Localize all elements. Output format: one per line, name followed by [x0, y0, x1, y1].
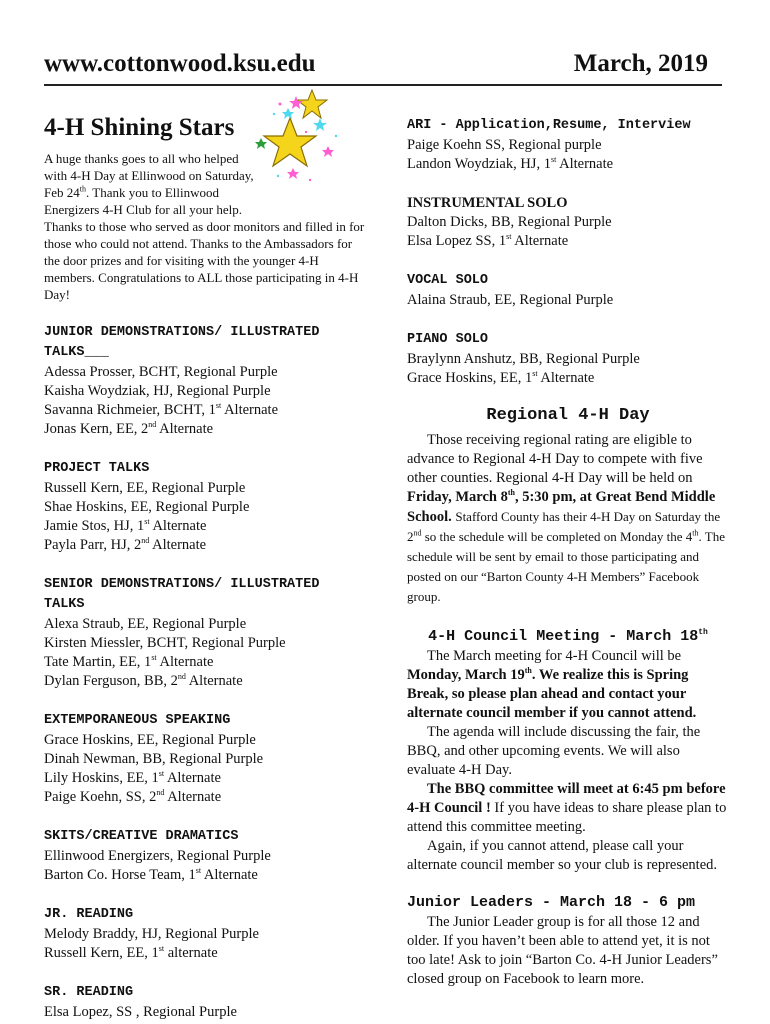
award-entry: Lily Hoskins, EE, 1st Alternate — [44, 769, 221, 786]
regional-date-location: Friday, March 8th, 5:30 pm, at Great Bend Middle School. — [407, 488, 716, 525]
award-entry: Adessa Prosser, BCHT, Regional Purple — [44, 364, 278, 380]
section-heading: SENIOR DEMONSTRATIONS/ ILLUSTRATED TALKS — [44, 577, 320, 612]
award-entry: Elsa Lopez, SS , Regional Purple — [44, 1004, 237, 1020]
award-section — [44, 983, 366, 1022]
award-entry: Jamie Stos, HJ, 1st Alternate — [44, 517, 207, 534]
award-section — [407, 194, 729, 251]
award-entry: Landon Woydziak, HJ, 1st Alternate — [407, 155, 614, 172]
shining-stars-title: 4-H Shining Stars — [44, 114, 235, 141]
award-entry: Barton Co. Horse Team, 1st Alternate — [44, 866, 258, 883]
council-paragraph-4: Again, if you cannot attend, please call your alternate council member so your club is represented. — [407, 838, 718, 873]
council-date-note: Monday, March 19th. We realize this is Spring Break, so please plan ahead and contact your alternate council member if you cannot attend. — [407, 666, 697, 721]
award-section — [44, 323, 366, 439]
award-entry: Elsa Lopez SS, 1st Alternate — [407, 232, 569, 249]
award-entry: Shae Hoskins, EE, Regional Purple — [44, 499, 250, 515]
award-entry: Tate Martin, EE, 1st Alternate — [44, 653, 214, 670]
council-title: 4-H Council Meeting - March 18th — [428, 628, 708, 645]
award-entry: Alaina Straub, EE, Regional Purple — [407, 292, 614, 308]
award-section — [44, 459, 366, 555]
award-section — [407, 116, 729, 174]
award-entry: Grace Hoskins, EE, Regional Purple — [44, 732, 256, 748]
website-url: www.cottonwood.ksu.edu — [44, 50, 316, 77]
award-entry: Dalton Dicks, BB, Regional Purple — [407, 214, 612, 230]
award-section — [44, 711, 366, 807]
issue-date: March, 2019 — [573, 50, 708, 77]
award-section — [407, 271, 729, 310]
award-entry: Kirsten Miessler, BCHT, Regional Purple — [44, 635, 286, 651]
award-entry: Ellinwood Energizers, Regional Purple — [44, 848, 271, 864]
award-entry: Grace Hoskins, EE, 1st Alternate — [407, 369, 595, 386]
junior-leaders-paragraph: The Junior Leader group is for all those 12 and older. If you haven’t been able to attend yet, it is not too late! Ask to join “Barton Co. 4-H Junior Leaders” closed group on Facebook to learn more. — [407, 914, 718, 987]
regional-text: Those receiving regional rating are eligible to advance to Regional 4-H Day to compete with five other counties. Regional 4-H Day will be held on — [407, 432, 703, 486]
award-entry: Russell Kern, EE, 1st alternate — [44, 944, 218, 961]
intro-text: A huge thanks goes to all who helped with 4-H Day at Ellinwood on Saturday, Feb 24th. Thank you to Ellinwood Energizers 4-H Club for all your help. Thanks to those who served as door monitors and filled in for those who could not attend. Thanks to the Ambassadors for the door prizes and for visiting with the younger 4-H members. Congratulations to ALL those participating in 4-H Day! — [44, 151, 365, 302]
award-entry: Dinah Newman, BB, Regional Purple — [44, 751, 264, 767]
section-heading: PROJECT TALKS — [44, 461, 150, 476]
award-entry: Alexa Straub, EE, Regional Purple — [44, 616, 247, 632]
junior-leaders-title: Junior Leaders - March 18 - 6 pm — [407, 894, 696, 911]
stars-spacer — [256, 150, 366, 216]
award-section — [44, 827, 366, 885]
newsletter-header — [44, 50, 722, 86]
left-column — [44, 112, 366, 1022]
bbq-committee-note: The BBQ committee will meet at 6:45 pm before 4-H Council ! — [407, 781, 726, 816]
section-heading: PIANO SOLO — [407, 332, 489, 347]
section-heading: ARI - Application,Resume, Interview — [407, 118, 691, 133]
shining-stars-intro — [44, 150, 366, 303]
award-entry: Payla Parr, HJ, 2nd Alternate — [44, 536, 207, 553]
award-entry: Kaisha Woydziak, HJ, Regional Purple — [44, 383, 271, 399]
award-section — [44, 575, 366, 691]
section-heading: JR. READING — [44, 907, 134, 922]
award-entry: Melody Braddy, HJ, Regional Purple — [44, 926, 259, 942]
section-heading: EXTEMPORANEOUS SPEAKING — [44, 713, 231, 728]
section-heading: INSTRUMENTAL SOLO — [407, 195, 568, 211]
award-entry: Dylan Ferguson, BB, 2nd Alternate — [44, 672, 243, 689]
section-heading: JUNIOR DEMONSTRATIONS/ ILLUSTRATED TALKS___ — [44, 325, 320, 360]
section-heading: VOCAL SOLO — [407, 273, 489, 288]
award-entry: Jonas Kern, EE, 2nd Alternate — [44, 420, 214, 437]
section-heading: SKITS/CREATIVE DRAMATICS — [44, 829, 239, 844]
bbq-committee-text: If you have ideas to share please plan to attend this committee meeting. — [407, 800, 727, 835]
award-entry: Russell Kern, EE, Regional Purple — [44, 480, 246, 496]
regional-paragraph — [407, 431, 729, 607]
section-heading: SR. READING — [44, 985, 134, 1000]
regional-title: Regional 4-H Day — [486, 406, 650, 425]
award-entry: Paige Koehn SS, Regional purple — [407, 137, 602, 153]
award-entry: Savanna Richmeier, BCHT, 1st Alternate — [44, 401, 279, 418]
award-section — [407, 330, 729, 388]
award-entry: Paige Koehn, SS, 2nd Alternate — [44, 788, 222, 805]
regional-text-rest: Stafford County has their 4-H Day on Saturday the 2nd so the schedule will be completed on Monday the 4th. The schedule will be sent by email to those participating and posted on our “Barton County 4-H Members” Facebook group. — [407, 509, 725, 604]
award-section — [44, 905, 366, 963]
award-entry: Braylynn Anshutz, BB, Regional Purple — [407, 351, 640, 367]
right-column — [407, 112, 729, 989]
right-award-sections — [407, 116, 729, 388]
left-award-sections — [44, 323, 366, 1022]
council-paragraph-3 — [407, 780, 729, 837]
council-text: The March meeting for 4-H Council will be — [427, 648, 682, 664]
council-paragraph-1 — [407, 647, 729, 723]
council-paragraph-2: The agenda will include discussing the fair, the BBQ, and other upcoming events. We will also evaluate 4-H Day. — [407, 724, 701, 778]
